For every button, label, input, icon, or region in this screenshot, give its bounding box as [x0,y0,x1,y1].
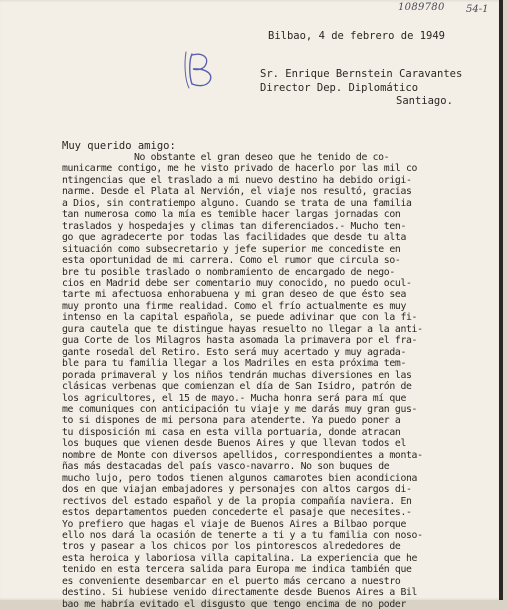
body-line: tu disposición mi casa en esta villa portuaria, donde atracan [62,426,401,438]
body-line: tros y pasear a los chicos por los pintorescos alrededores de [62,541,401,553]
body-line: clásicas verbenas que comienzan el día de San Isidro, patrón de [62,381,412,393]
body-line: cios en Madrid debe ser comentario muy conocido, no puedo ocul- [62,277,412,289]
handwritten-b-mark [183,50,223,90]
body-line: tan numerosa como la mía es temible hacer largas jornadas con [62,209,401,221]
archive-folio-number: 54-1 [466,4,489,15]
salutation: Muy querido amigo: [62,140,176,152]
body-line: los agricultores, el 15 de mayo.- Mucha honra será para mí que [62,392,406,404]
recipient-name: Sr. Enrique Bernstein Caravantes [260,68,463,80]
body-line: gua Corte de los Milagros hasta asomada la primavera por el fra- [62,335,418,347]
body-line: dos en que viajan embajadores y personajes con altos cargos di- [62,484,412,496]
body-line: gura cautela que te distingue hayas resuelto no llegar a la anti- [62,323,423,335]
recipient-title: Director Dep. Diplomático [260,81,419,94]
body-line: destino. Si hubiese venido directamente desde Buenos Aires a Bil [62,587,418,599]
body-line: es conveniente desembarcar en el puerto más cercano a nuestro [62,575,401,587]
body-line: Yo prefiero que hagas el viaje de Buenos Aires a Bilbao porque [62,518,406,530]
body-line: los buques que vienen desde Buenos Aires y que llevan todos el [62,438,406,450]
letter-date: Bilbao, 4 de febrero de 1949 [268,30,446,42]
body-line: me comuniques con anticipación tu viaje y me darás muy gran gus- [62,403,418,415]
body-line: traslados y hospedajes y climas tan diferenciados.- Mucho ten- [62,220,406,232]
body-line: ello nos dará la ocasión de tenerte a ti y a tu familia con noso- [62,529,423,541]
body-line: bre tu posible traslado o nombramiento de encargado de nego- [62,266,395,278]
recipient-city: Santiago. [396,95,453,107]
body-line: ñas más destacadas del país vasco-navarro. No son buques de [62,461,390,473]
body-line: narme. Desde el Plata al Nervión, el viaje nos resultó, gracias [62,186,412,198]
body-line: bao me habría evitado el disgusto que tengo encima de no poder [62,598,406,610]
body-line: to si dispones de mi persona para atenderte. Ya puedo poner a [62,415,401,427]
letter-body [62,152,482,610]
body-line: mucho lujo, pero todos tienen algunos camarotes bien acondiciona [62,472,418,484]
body-line: nombre de Monte con diversos apellidos, correspondientes a monta- [62,449,423,461]
body-line: tarte mi afectuosa enhorabuena y mi gran deseo de que ésto sea [62,289,406,301]
body-line: muy pronto una firme realidad. Como el frío actualmente es muy [62,300,406,312]
body-line: gante rosedal del Retiro. Esto será muy acertado y muy agrada- [62,346,406,358]
body-line: esta heroica y laboriosa villa capitalina. La experiencia que he [62,552,418,564]
body-line: ble para tu familia llegar a los Madriles en esta próxima tem- [62,358,406,370]
body-line: tenido en esta tercera salida para Europa me indica también que [62,564,412,576]
body-line: No obstante el gran deseo que he tenido de co- [134,152,390,163]
body-line: intenso en la capital española, se puede adivinar que con la fi- [62,312,418,324]
body-line: porada primaveral y los niños tendrán muchas diversiones en las [62,369,412,381]
body-line: situación como subsecretario y jefe superior me concediste en [62,243,401,255]
body-line: go que agradecerte por todas las facilidades que desde tu alta [62,232,406,244]
recipient-block [260,68,462,109]
body-line: estos departamentos pueden concederte el pasaje que necesites.- [62,507,412,519]
body-line: ntingencias que el traslado a mi nuevo destino ha debido origi- [62,174,412,186]
body-line: municarme contigo, me he visto privado de hacerlo por las mil co [62,163,418,175]
body-line: rectivos del estado español y de la propia compañía naviera. En [62,495,412,507]
body-line: esta oportunidad de mi carrera. Como el rumor que circula so- [62,255,401,267]
body-line: a Dios, sin contratiempo alguno. Cuando se trata de una familia [62,197,412,209]
archive-reference-number: 1089780 [398,2,445,13]
scan-edge [499,0,503,600]
